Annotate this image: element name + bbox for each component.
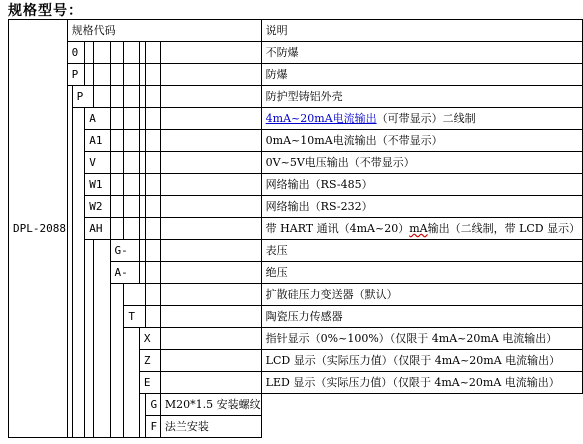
output-link[interactable]: 4mA~20mA电流输出 [265,112,377,125]
description-cell: 网络输出（RS-485） [261,174,582,196]
spec-code-table [8,19,583,438]
code-cell: A [85,108,110,130]
description-cell: 陶瓷压力传感器 [261,306,582,328]
description-cell: 防爆 [261,64,582,86]
code-cell: F [146,416,160,438]
code-cell: 0 [67,42,85,64]
description-cell: 指针显示（0%~100%）（仅限于 4mA~20mA 电流输出） [261,328,582,350]
code-cell: A- [110,262,139,284]
description-cell [261,108,582,130]
description-cell: LED 显示（实际压力值）（仅限于 4mA~20mA 电流输出） [261,372,582,394]
table-row [9,240,583,262]
code-cell: X [139,328,160,350]
code-cell: AH [85,218,110,240]
code-cell: Z [139,350,160,372]
description-cell: M20*1.5 安装螺纹 [160,394,261,416]
description-cell: 防护型铸铝外壳 [261,86,582,108]
table-row [9,42,583,64]
description-cell: 网络输出（RS-232） [261,196,582,218]
table-row [9,64,583,86]
code-cell: V [85,152,110,174]
table-row [9,108,583,130]
description-cell: 0V~5V电压输出（不带显示） [261,152,582,174]
description-cell: 不防爆 [261,42,582,64]
code-cell: P [72,86,93,108]
table-row [9,218,583,240]
spec-code-header: 规格代码 [67,20,261,42]
code-cell: P [67,64,85,86]
table-header-row [9,20,583,42]
description-cell: 法兰安装 [160,416,261,438]
spellcheck-word: mA [409,222,428,235]
description-text: 带 HART 通讯（4mA~20） [265,222,410,235]
code-cell [124,284,146,306]
description-cell: 绝压 [261,262,582,284]
table-row [9,152,583,174]
table-row [9,174,583,196]
description-cell: 扩散硅压力变送器（默认） [261,284,582,306]
description-cell: 0mA~10mA电流输出（不带显示） [261,130,582,152]
description-text: 输出（二线制，带 LCD 显示） [427,222,581,235]
description-cell: 表压 [261,240,582,262]
code-cell: A1 [85,130,110,152]
section-heading: 规格型号： [8,3,83,19]
description-cell: LCD 显示（实际压力值）（仅限于 4mA~20mA 电流输出） [261,350,582,372]
table-row [9,86,583,108]
model-cell: DPL-2088 [9,20,68,438]
description-cell [261,218,582,240]
code-cell: T [124,306,146,328]
code-cell: E [139,372,160,394]
code-cell: W1 [85,174,110,196]
code-cell: G- [110,240,139,262]
description-header: 说明 [261,20,582,42]
table-row [9,130,583,152]
code-cell: W2 [85,196,110,218]
table-row [9,196,583,218]
description-text: （可带显示）二线制 [376,112,476,125]
code-cell: G [146,394,160,416]
